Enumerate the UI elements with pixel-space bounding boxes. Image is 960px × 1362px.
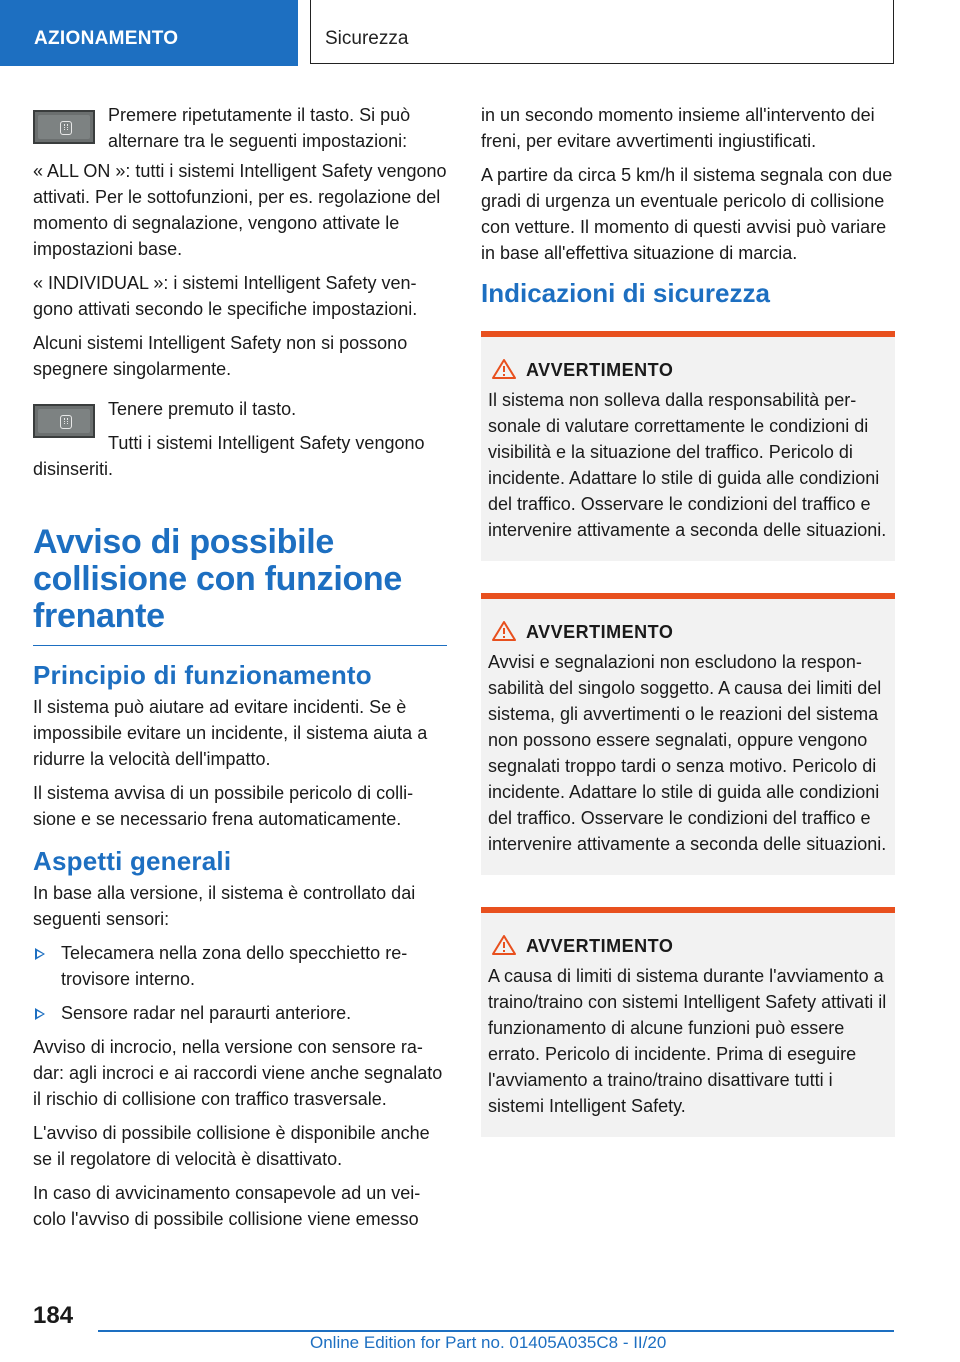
section-heading-principio: Principio di funzionamento [33,660,372,690]
section-tab [0,0,298,66]
button-instruction-text: Tenere premuto il tasto. [108,399,297,419]
list-item: Telecamera nella zona dello specchietto retrovisore interno. [33,940,447,992]
warning-triangle-icon [491,934,517,956]
subsection-title: Sicurezza [325,28,409,49]
button-instruction-result: Tutti i sistemi Intelligent Safety vengono disinseriti. [33,433,425,479]
paragraph-avvicinamento: In caso di avvicinamento consapevole ad un veicolo l'avviso di possibile collisione viene emesso [33,1183,421,1229]
page-header [0,0,960,66]
chapter-heading: Avviso di possibile collisione con funzione frenante [33,524,447,646]
paragraph-continuation: in un secondo momento insieme all'intervento dei freni, per evitare avvertimenti ingiustificati. [481,105,875,151]
button-instruction-2 [33,396,447,482]
paragraph-principio-2: Il sistema avvisa di un possibile pericolo di collisione e se necessario frena automaticamente. [33,783,414,829]
warning-title: AVVERTIMENTO [526,360,674,380]
intelligent-safety-button-icon [33,404,95,438]
button-instruction-text: Premere ripetutamente il tasto. Si può alternare tra le seguenti impostazioni: [108,105,411,151]
paragraph-individual: « INDIVIDUAL »: i sistemi Intelligent Safety vengono attivati secondo le specifiche impostazioni. [33,273,418,319]
right-column [481,102,895,1137]
section-heading-indicazioni: Indicazioni di sicurezza [481,278,770,308]
page-number: 184 [33,1302,74,1329]
footer-divider [98,1330,894,1332]
list-item: Sensore radar nel paraurti anteriore. [33,1000,447,1026]
paragraph-partire: A partire da circa 5 km/h il sistema segnala con due gradi di urgenza un eventuale pericolo di collisione con vetture. Il momento di questi avvisi può variare in base all'effettiva situazione di marcia. [481,165,893,263]
paragraph-all-on: « ALL ON »: tutti i sistemi Intelligent Safety vengono attivati. Per le sottofunzioni, per es. regolazione del momento di segnalazione, vengono attivate le impostazioni base. [33,161,447,259]
warning-title: AVVERTIMENTO [526,936,674,956]
paragraph-alcuni: Alcuni sistemi Intelligent Safety non si possono spegnere singolarmente. [33,333,408,379]
left-column [33,102,447,1240]
section-title: AZIONAMENTO [34,28,179,49]
warning-title: AVVERTIMENTO [526,622,674,642]
warning-box [481,331,895,561]
section-heading-aspetti: Aspetti generali [33,846,232,876]
warning-triangle-icon [491,620,517,642]
warning-text: Il sistema non solleva dalla responsabilità personale di valutare correttamente le condizioni di visibilità e la situazione del traffico. Pericolo di incidente. Adattare lo stile di guida alle condizioni del traffico. Osservare le condizioni del traffico e intervenire attivamente a seconda delle situazioni. [488,390,887,540]
triangle-bullet-icon [35,1008,45,1020]
warning-box [481,907,895,1137]
warning-triangle-icon [491,358,517,380]
paragraph-incrocio: Avviso di incrocio, nella versione con sensore radar: agli incroci e ai raccordi viene anche segnalato il rischio di collisione con traffico trasversale. [33,1037,443,1109]
intelligent-safety-button-icon [33,110,95,144]
sensor-list [33,940,447,1026]
warning-text: Avvisi e segnalazioni non escludono la responsabilità del singolo soggetto. A causa dei limiti del sistema, gli avvertimenti o le reazioni del sistema non possono essere segnalati, oppure vengono segnalati troppo tardi o senza motivo. Pericolo di incidente. Adattare lo stile di guida alle condizioni del traffico. Osservare le condizioni del traffico e intervenire attivamente a seconda delle situazioni. [488,652,887,854]
paragraph-principio-1: Il sistema può aiutare ad evitare incidenti. Se è impossibile evitare un incidente, il sistema aiuta a ridurre la velocità dell'impatto. [33,697,428,769]
warning-box [481,593,895,875]
warning-text: A causa di limiti di sistema durante l'avviamento a traino/traino con sistemi Intelligent Safety attivati il funzionamento di alcune funzioni può essere errato. Pericolo di incidente. Prima di eseguire l'avviamento a traino/traino disattivare tutti i sistemi Intelligent Safety. [488,966,887,1116]
triangle-bullet-icon [35,948,45,960]
paragraph-aspetti: In base alla versione, il sistema è controllato dai seguenti sensori: [33,883,416,929]
paragraph-disponibile: L'avviso di possibile collisione è disponibile anche se il regolatore di velocità è disattivato. [33,1123,430,1169]
subsection-box [310,0,894,64]
edition-link[interactable]: Online Edition for Part no. 01405A035C8 - II/20 [310,1333,667,1352]
button-instruction-1 [33,102,447,158]
